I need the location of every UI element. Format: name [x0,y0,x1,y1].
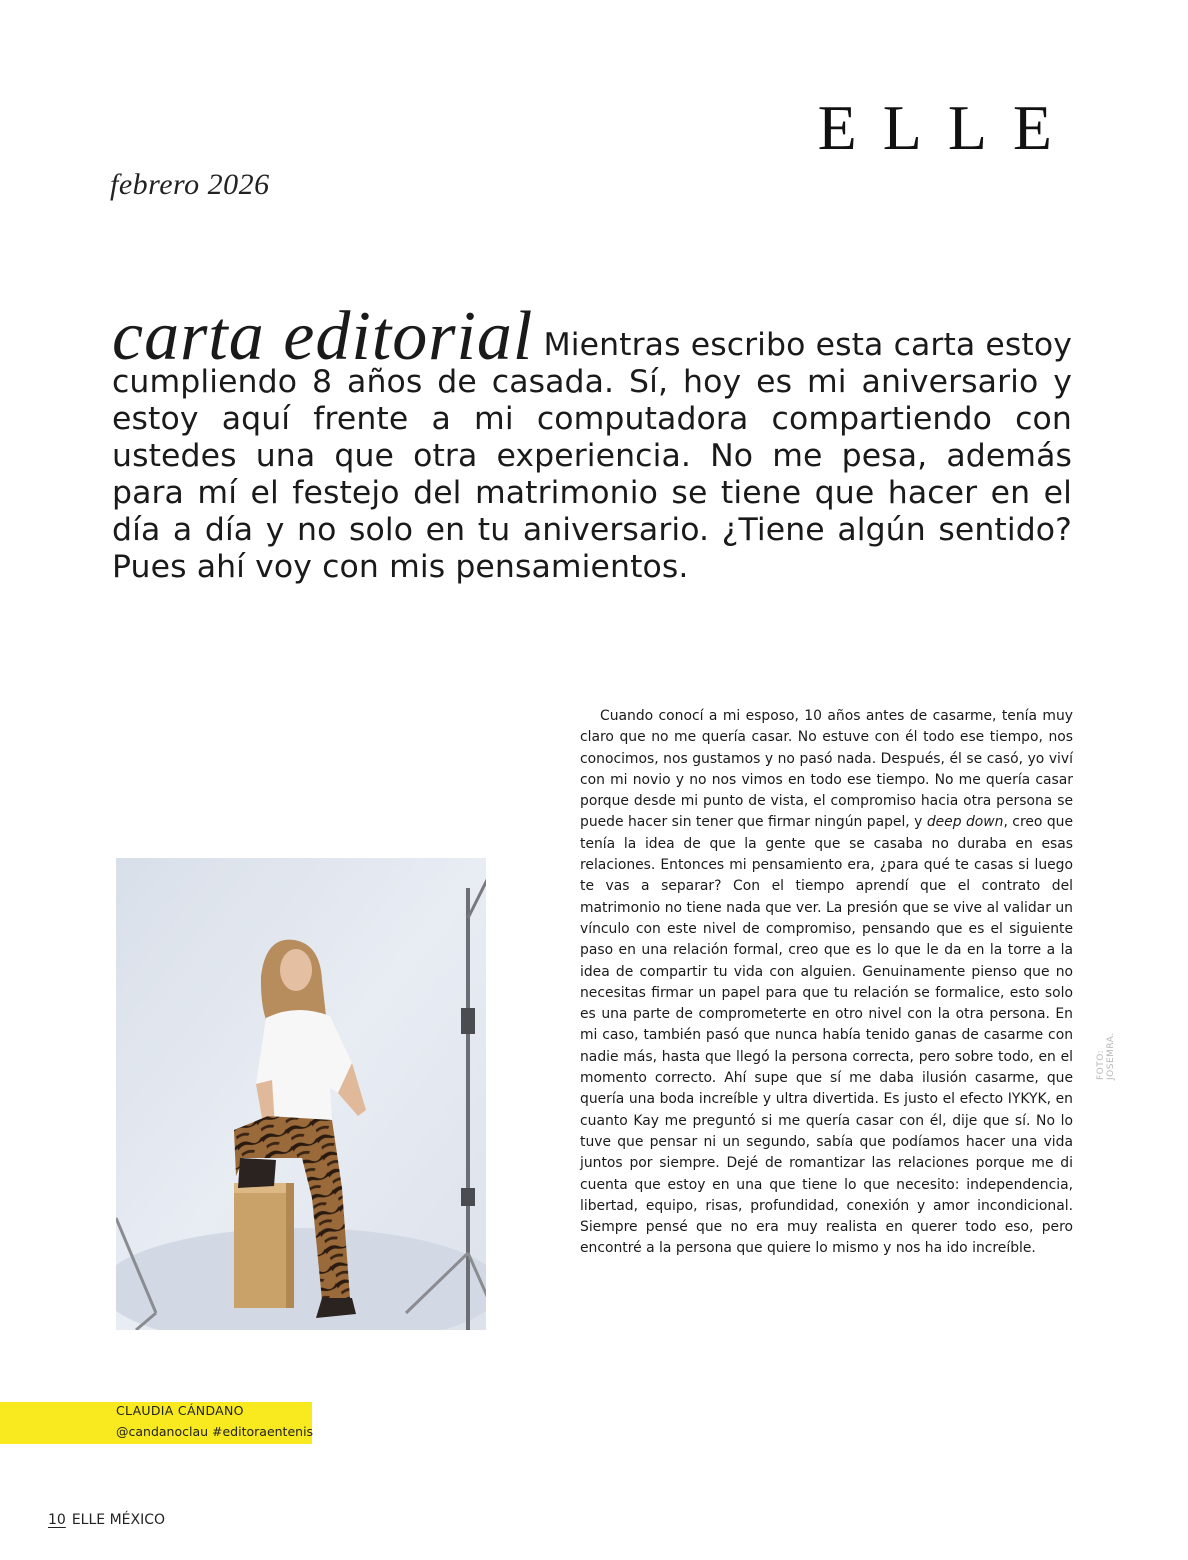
body-paragraph [580,706,1073,1260]
body-segment-2: , creo que tenía la idea de que la gente que se casaba no duraba en esas relaciones. Entonces mi pensamiento era, ¿para qué te casas si luego te vas a separar? Con el tiempo aprendí que el contrato del matrimonio no tiene nada que ver. La presión que se vive al validar un vínculo con este nivel de compromiso, pensando que es el siguiente paso en una relación formal, creo que es lo que le da en la torre a la idea de compartir tu vida con alguien. Genuinamente pienso que no necesitas firmar un papel para que tu relación se formalice, esto solo es una parte de comprometerte en otro nivel con la otra persona. En mi caso, también pasó que nunca había tenido ganas de casarme con nadie más, hasta que llegó la persona correcta, pero sobre todo, en el momento correcto. Ahí supe que sí me daba ilusión casarme, que quería una boda increíble y ultra divertida. Es justo el efecto IYKYK, en cuanto Kay me preguntó si me quería casar con él, dije que sí. No lo tuve que pensar ni un segundo, sabía que podíamos hacer una vida juntos por siempre. Dejé de romantizar las relaciones porque me di cuenta que estoy en una que tiene lo que necesito: independencia, libertad, equipo, risas, profundidad, conexión y amor incondicional. Siempre pensé que no era muy realista en querer todo eso, pero encontré a la persona que quiere lo mismo y nos ha ido increíble. [580,814,1073,1257]
section-kicker: carta editorial [112,298,534,375]
lede-text: Mientras escribo esta carta estoy cumpliendo 8 años de casada. Sí, hoy es mi aniversario y estoy aquí frente a mi computadora compartiendo con ustedes una que otra experiencia. No me pesa, además para mí el festejo del matrimonio se tiene que hacer en el día a día y no solo en tu aniversario. ¿Tiene algún sentido? Pues ahí voy con mis pensamientos. [112,327,1072,585]
page-number: 10 [48,1512,66,1528]
publication-name: ELLE MÉXICO [71,1512,166,1528]
editor-photo [116,858,486,1330]
editorial-lede [112,298,1072,586]
photo-credit: FOTO: JOSEMRA. [1096,1032,1116,1080]
author-name: CLAUDIA CÁNDANO [116,1403,244,1418]
page-folio [48,1512,165,1528]
editorial-body [580,706,1073,1260]
elle-logo: ELLE [817,92,1078,163]
body-emphasis: deep down [926,814,1004,831]
body-segment-1: Cuando conocí a mi esposo, 10 años antes de casarme, tenía muy claro que no me quería casar. No estuve con él todo ese tiempo, nos conocimos, nos gustamos y no pasó nada. Después, él se casó, yo viví con mi novio y no nos vimos en todo ese tiempo. No me quería casar porque desde mi punto de vista, el compromiso hacia otra persona se puede hacer sin tener que firmar ningún papel, y [580,708,1073,831]
author-social-handle: @candanoclau #editoraentenis [116,1424,314,1439]
issue-date: febrero 2026 [110,168,270,201]
